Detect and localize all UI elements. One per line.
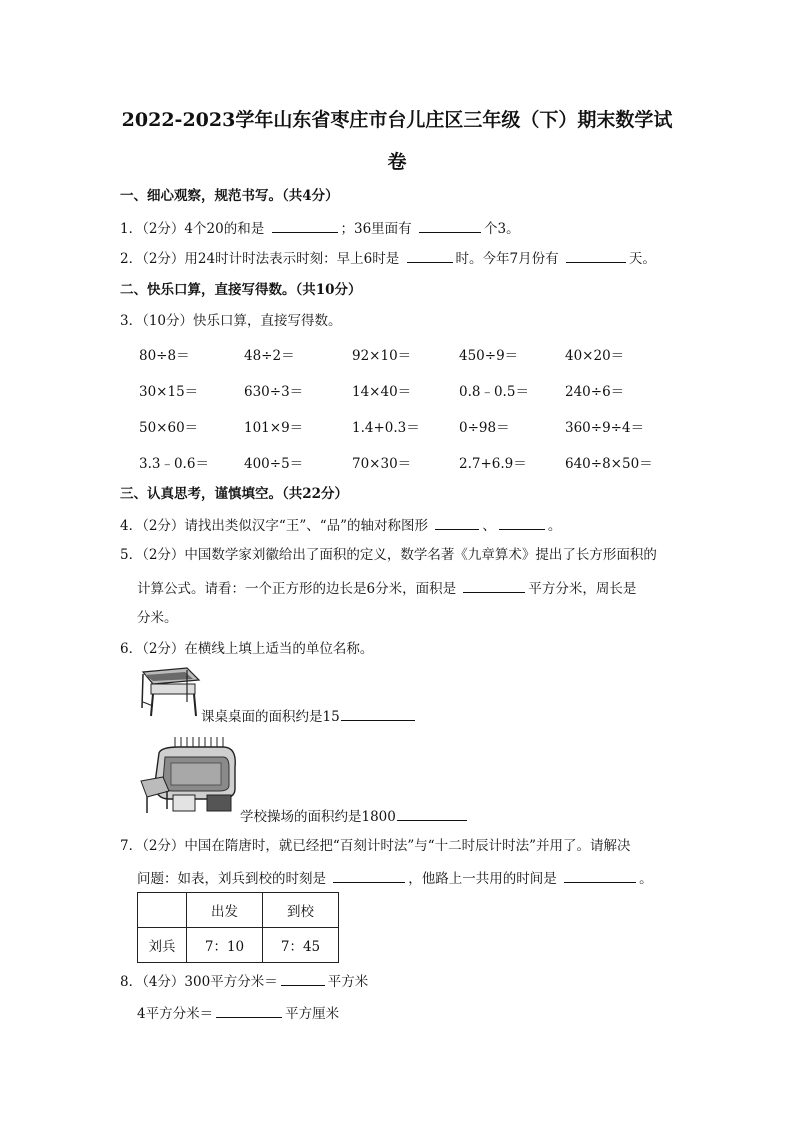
q8-text-b: 平方米 bbox=[327, 974, 369, 990]
desk-illustration-icon bbox=[139, 666, 201, 720]
q2-blank-2[interactable] bbox=[566, 248, 626, 263]
question-1 bbox=[120, 218, 520, 238]
mental-math-item: 630÷3＝ bbox=[244, 384, 304, 400]
q8-blank-2[interactable] bbox=[216, 1003, 282, 1018]
q8-text-a: 8．（4分）300平方分米＝ bbox=[120, 974, 278, 990]
question-6-desk bbox=[201, 706, 418, 726]
q8-text-c: 4平方分米＝ bbox=[137, 1006, 214, 1022]
exam-title-line2: 卷 bbox=[387, 151, 407, 173]
q5-blank-1[interactable] bbox=[463, 578, 525, 593]
mental-math-item: 70×30＝ bbox=[352, 456, 412, 472]
mental-math-item: 450÷9＝ bbox=[459, 348, 519, 364]
mental-math-item: 40×20＝ bbox=[565, 348, 625, 364]
section-2-heading: 二、快乐口算，直接写得数。（共10分） bbox=[120, 282, 362, 298]
question-3-stem: 3．（10分）快乐口算，直接写得数。 bbox=[120, 313, 342, 329]
q4-blank-2[interactable] bbox=[499, 515, 545, 530]
q6-desk-text: 课桌桌面的面积约是15 bbox=[201, 709, 340, 725]
table-row bbox=[138, 893, 339, 928]
q7-blank-2[interactable] bbox=[564, 868, 636, 883]
table-cell: 刘兵 bbox=[138, 928, 187, 963]
playground-illustration-icon bbox=[139, 733, 239, 815]
question-8-line1 bbox=[120, 971, 368, 991]
mental-math-item: 240÷6＝ bbox=[565, 384, 625, 400]
section-1-heading: 一、细心观察，规范书写。（共4分） bbox=[120, 188, 339, 204]
q7-text-c: 。 bbox=[639, 871, 653, 887]
question-6-stem: 6．（2分）在横线上填上适当的单位名称。 bbox=[120, 641, 374, 657]
q6-field-text: 学校操场的面积约是1800 bbox=[240, 809, 396, 825]
q4-text-c: 。 bbox=[547, 518, 562, 534]
q4-text-a: 4．（2分）请找出类似汉字“王”、“品”的轴对称图形 bbox=[120, 518, 429, 534]
q1-text-c: 个3。 bbox=[483, 221, 520, 237]
mental-math-item: 30×15＝ bbox=[139, 384, 199, 400]
exam-title-line1: 2022-2023学年山东省枣庄市台儿庄区三年级（下）期末数学试 bbox=[121, 109, 673, 131]
mental-math-item: 1.4+0.3＝ bbox=[352, 420, 420, 436]
q1-text-a: 1．（2分）4个20的和是 bbox=[120, 221, 265, 237]
table-header-cell bbox=[138, 893, 187, 928]
q8-blank-1[interactable] bbox=[281, 971, 325, 986]
q2-blank-1[interactable] bbox=[407, 248, 453, 263]
question-5-line1: 5．（2分）中国数学家刘徽给出了面积的定义，数学名著《九章算术》提出了长方形面积的 bbox=[120, 547, 657, 563]
table-cell: 7：45 bbox=[263, 928, 339, 963]
table-cell: 7：10 bbox=[187, 928, 263, 963]
q4-blank-1[interactable] bbox=[435, 515, 479, 530]
q6-blank-2[interactable] bbox=[397, 806, 467, 821]
mental-math-item: 400÷5＝ bbox=[244, 456, 304, 472]
q8-text-d: 平方厘米 bbox=[285, 1006, 340, 1022]
q1-text-b: ；36里面有 bbox=[340, 221, 412, 237]
q1-blank-2[interactable] bbox=[419, 218, 481, 233]
mental-math-item: 360÷9÷4＝ bbox=[565, 420, 645, 436]
question-2 bbox=[120, 248, 656, 268]
mental-math-item: 2.7+6.9＝ bbox=[459, 456, 527, 472]
q5-text-a: 计算公式。请看：一个正方形的边长是6分米，面积是 bbox=[137, 581, 457, 597]
question-6-field bbox=[240, 806, 470, 826]
mental-math-item: 48÷2＝ bbox=[244, 348, 295, 364]
q7-text-b: ，他路上一共用的时间是 bbox=[408, 871, 557, 887]
question-5-line2 bbox=[137, 578, 636, 598]
table-row bbox=[138, 928, 339, 963]
mental-math-item: 50×60＝ bbox=[139, 420, 199, 436]
mental-math-item: 92×10＝ bbox=[352, 348, 412, 364]
q1-blank-1[interactable] bbox=[272, 218, 338, 233]
question-7-line2 bbox=[137, 868, 653, 888]
q6-blank-1[interactable] bbox=[341, 706, 415, 721]
q2-text-b: 时。今年7月份有 bbox=[455, 251, 559, 267]
table-header-cell: 到校 bbox=[263, 893, 339, 928]
mental-math-item: 14×40＝ bbox=[352, 384, 412, 400]
mental-math-item: 3.3﹣0.6＝ bbox=[139, 456, 209, 472]
question-5-line3: 分米。 bbox=[137, 610, 178, 626]
mental-math-item: 0.8﹣0.5＝ bbox=[459, 384, 529, 400]
mental-math-item: 640÷8×50＝ bbox=[565, 456, 653, 472]
q4-text-b: 、 bbox=[482, 518, 496, 534]
table-header-cell: 出发 bbox=[187, 893, 263, 928]
question-4 bbox=[120, 515, 561, 535]
q5-text-b: 平方分米，周长是 bbox=[528, 581, 637, 597]
q2-text-c: 天。 bbox=[628, 251, 656, 267]
q7-blank-1[interactable] bbox=[333, 868, 405, 883]
q2-text-a: 2．（2分）用24时计时法表示时刻：早上6时是 bbox=[120, 251, 400, 267]
question-7-line1: 7．（2分）中国在隋唐时，就已经把“百刻计时法”与“十二时辰计时法”并用了。请解决 bbox=[120, 838, 631, 854]
q7-time-table bbox=[137, 892, 339, 963]
section-3-heading: 三、认真思考，谨慎填空。（共22分） bbox=[120, 486, 349, 502]
q7-text-a: 问题：如表，刘兵到校的时刻是 bbox=[137, 871, 326, 887]
mental-math-item: 101×9＝ bbox=[244, 420, 304, 436]
question-8-line2 bbox=[137, 1003, 339, 1023]
mental-math-item: 0÷98＝ bbox=[459, 420, 510, 436]
mental-math-item: 80÷8＝ bbox=[139, 348, 190, 364]
